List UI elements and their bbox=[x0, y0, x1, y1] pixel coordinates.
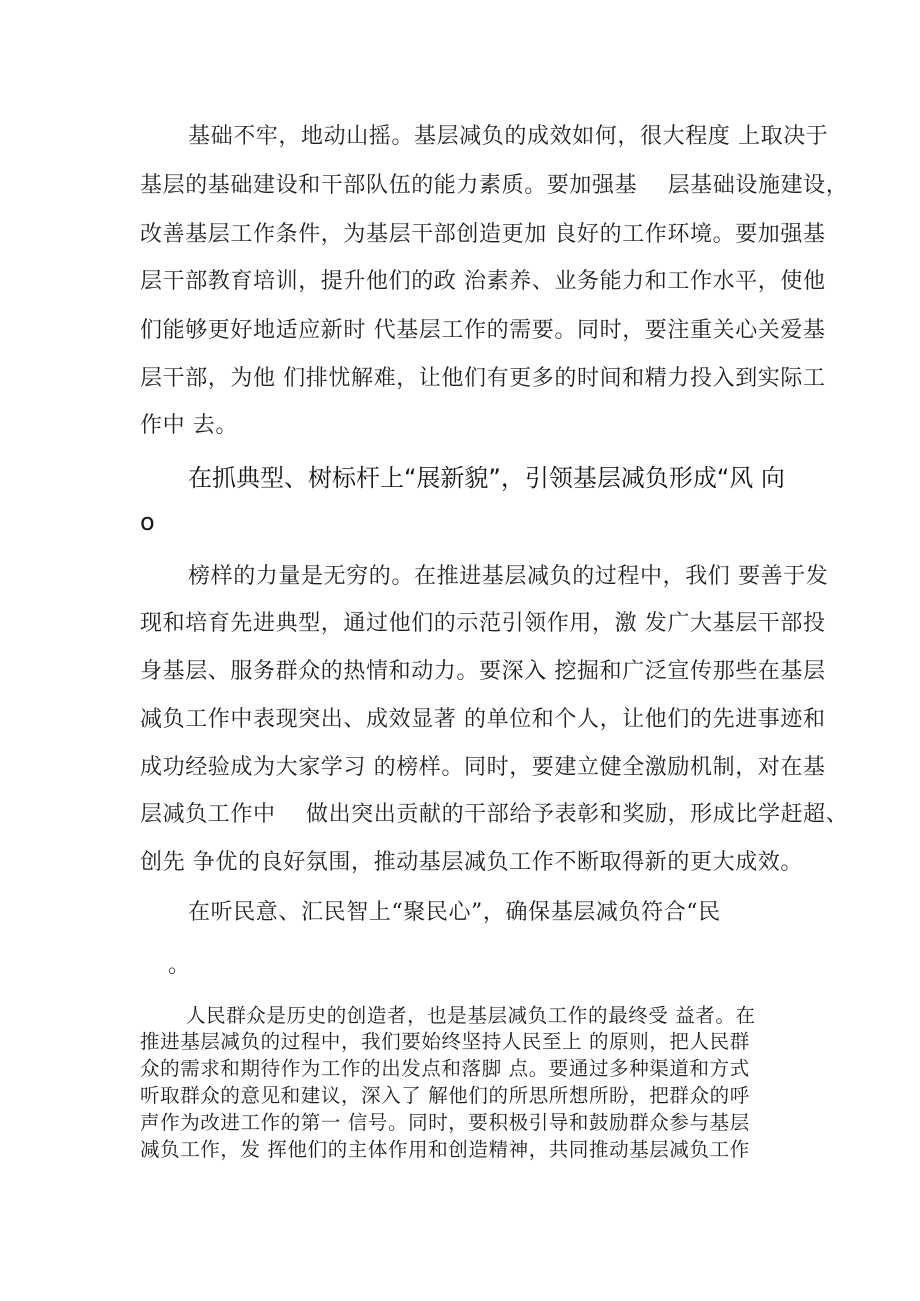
paragraph-1-line-5: 们能够更好地适应新时 代基层工作的需要。同时，要注重关心关爱基 bbox=[140, 318, 826, 343]
paragraph-3-line-4: 听取群众的意见和建议，深入了 解他们的所思所想所盼，把群众的呼 bbox=[140, 1084, 750, 1107]
paragraph-2-line-5: 成功经验成为大家学习 的榜样。同时，要建立健全激励机制，对在基 bbox=[140, 755, 826, 780]
paragraph-2-line-7: 创先 争优的良好氛围，推动基层减负工作不断取得新的更大成效。 bbox=[140, 850, 803, 875]
paragraph-1-line-6: 层干部，为他 们排忧解难，让他们有更多的时间和精力投入到实际工 bbox=[140, 366, 826, 391]
paragraph-3-line-3: 众的需求和期待作为工作的出发点和落脚 点。要通过多种渠道和方式 bbox=[140, 1057, 750, 1080]
paragraph-3-line-1: 人民群众是历史的创造者，也是基层减负工作的最终受 益者。在 bbox=[186, 1004, 756, 1027]
section-heading-2-continuation: 。 bbox=[168, 953, 191, 978]
paragraph-1-line-7: 作中 去。 bbox=[140, 413, 238, 438]
paragraph-2-line-6: 层减负工作中 做出突出贡献的干部给予表彰和奖励，形成比学赶超、 bbox=[140, 802, 849, 827]
paragraph-2-line-3: 身基层、服务群众的热情和动力。要深入 挖掘和广泛宣传那些在基层 bbox=[140, 659, 826, 684]
paragraph-1-line-2: 基层的基础建设和干部队伍的能力素质。要加强基 层基础设施建设， bbox=[140, 173, 849, 198]
section-heading-2: 在听民意、汇民智上“聚民心”，确保基层减负符合“民 bbox=[188, 900, 721, 925]
section-heading-1: 在抓典型、树标杆上“展新貌”，引领基层减负形成“风 向 bbox=[188, 464, 785, 492]
paragraph-3-line-6: 减负工作，发 挥他们的主体作用和创造精神，共同推动基层减负工作 bbox=[140, 1138, 750, 1161]
paragraph-3-line-5: 声作为改进工作的第一 信号。同时，要积极引导和鼓励群众参与基层 bbox=[140, 1111, 750, 1134]
paragraph-2-line-4: 减负工作中表现突出、成效显著 的单位和个人，让他们的先进事迹和 bbox=[140, 707, 826, 732]
paragraph-3-line-2: 推进基层减负的过程中，我们要始终坚持人民至上 的原则，把人民群 bbox=[140, 1030, 750, 1053]
paragraph-1-line-4: 层干部教育培训，提升他们的政 治素养、业务能力和工作水平，使他 bbox=[140, 269, 826, 294]
paragraph-1-line-3: 改善基层工作条件，为基层干部创造更加 良好的工作环境。要加强基 bbox=[140, 222, 826, 247]
section-heading-1-continuation: o bbox=[140, 508, 155, 536]
paragraph-1-line-1: 基础不牢，地动山摇。基层减负的成效如何，很大程度 上取决于 bbox=[188, 124, 829, 149]
paragraph-2-line-1: 榜样的力量是无穷的。在推进基层减负的过程中，我们 要善于发 bbox=[188, 564, 829, 589]
paragraph-2-line-2: 现和培育先进典型，通过他们的示范引领作用，激 发广大基层干部投 bbox=[140, 611, 826, 636]
